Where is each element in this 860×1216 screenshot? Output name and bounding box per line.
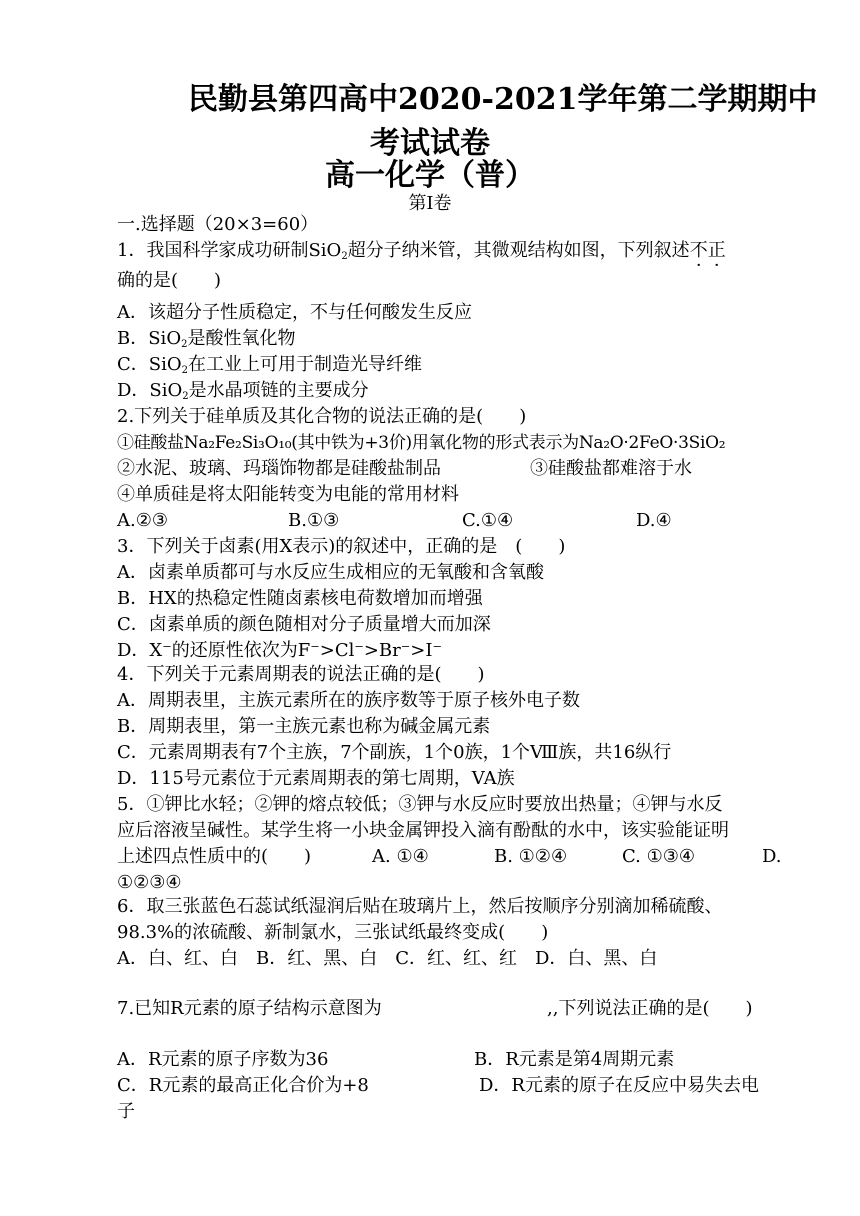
q2-statement-1: ①硅酸盐Na₂Fe₂Si₃O₁₀(其中铁为+3价)用氧化物的形式表示为Na₂O·2FeO·3SiO₂	[117, 433, 726, 453]
q5-option-a: A. ①④	[372, 846, 429, 867]
exam-title-line2: 考试试卷	[370, 126, 490, 161]
q1-stem-cont: 确的是( )	[117, 270, 222, 291]
section-heading: 一.选择题（20×3=60）	[117, 214, 319, 235]
q7-stem: 7.已知R元素的原子结构示意图为	[117, 998, 382, 1019]
q3-option-b: B．HX的热稳定性随卤素核电荷数增加而增强	[117, 588, 483, 609]
q5-line-2: 应后溶液呈碱性。某学生将一小块金属钾投入滴有酚酞的水中，该实验能证明	[117, 820, 729, 841]
q6-line-1: 6．取三张蓝色石蕊试纸湿润后贴在玻璃片上，然后按顺序分别滴加稀硫酸、	[117, 896, 723, 917]
q7-option-a: A．R元素的原子序数为36	[117, 1049, 329, 1070]
q3-option-a: A．卤素单质都可与水反应生成相应的无氧酸和含氧酸	[117, 562, 544, 583]
q7-option-b: B．R元素是第4周期元素	[474, 1049, 675, 1070]
exam-subject: 高一化学（普）	[325, 158, 535, 193]
q1-option-d: D．SiO$_2$是水晶项链的主要成分	[117, 380, 369, 402]
q1-option-b: B．SiO$_2$是酸性氧化物	[117, 328, 296, 350]
q7-option-d-cont: 子	[117, 1101, 135, 1122]
q6-line-2: 98.3%的浓硫酸、新制氯水，三张试纸最终变成( )	[117, 922, 549, 943]
q5-option-c: C. ①③④	[622, 846, 695, 867]
q4-stem: 4．下列关于元素周期表的说法正确的是( )	[117, 664, 485, 685]
q2-option-c: C.①④	[462, 510, 514, 531]
q3-stem: 3．下列关于卤素(用X表示)的叙述中，正确的是 ( )	[117, 536, 566, 557]
q6-options: A．白、红、白 B．红、黑、白 C．红、红、红 D．白、黑、白	[117, 948, 658, 969]
emphasis-dot: 不	[689, 240, 708, 261]
q4-option-a: A．周期表里，主族元素所在的族序数等于原子核外电子数	[117, 690, 580, 711]
q1-option-a: A．该超分子性质稳定，不与任何酸发生反应	[117, 302, 472, 323]
q3-option-c: C．卤素单质的颜色随相对分子质量增大而加深	[117, 614, 491, 635]
q5-line-3: 上述四点性质中的( )	[117, 846, 312, 867]
q2-option-a: A.②③	[117, 510, 168, 531]
q4-option-b: B．周期表里，第一主族元素也称为碱金属元素	[117, 716, 491, 737]
emphasis-dot: 正	[707, 240, 726, 261]
q2-option-b: B.①③	[288, 510, 340, 531]
q1-option-c: C．SiO$_2$在工业上可用于制造光导纤维	[117, 354, 422, 376]
q2-statement-2: ②水泥、玻璃、玛瑙饰物都是硅酸盐制品	[117, 458, 441, 479]
q3-option-d: D．X⁻的还原性依次为F⁻>Cl⁻>Br⁻>I⁻	[117, 640, 442, 661]
q7-option-d: D．R元素的原子在反应中易失去电	[479, 1075, 759, 1096]
q5-option-b: B. ①②④	[494, 846, 568, 867]
q2-statement-4: ④单质硅是将太阳能转变为电能的常用材料	[117, 484, 459, 505]
q7-stem-cont: ,,下列说法正确的是( )	[547, 998, 753, 1019]
q4-option-c: C．元素周期表有7个主族，7个副族，1个0族，1个Ⅷ族，共16纵行	[117, 742, 672, 763]
q7-option-c: C．R元素的最高正化合价为+8	[117, 1075, 369, 1096]
q2-option-d: D.④	[636, 510, 672, 531]
exam-title-line1: 民勤县第四高中2020-2021学年第二学期期中	[188, 82, 818, 117]
q5-option-d: D.	[762, 846, 782, 867]
q2-statement-3: ③硅酸盐都难溶于水	[530, 458, 692, 479]
q5-option-d-cont: ①②③④	[117, 872, 182, 893]
exam-volume: 第Ⅰ卷	[408, 193, 452, 214]
q2-stem: 2.下列关于硅单质及其化合物的说法正确的是( )	[117, 406, 527, 427]
q1-stem: 1．我国科学家成功研制SiO$_2$超分子纳米管，其微观结构如图，下列叙述不正	[117, 240, 726, 262]
q5-line-1: 5．①钾比水轻；②钾的熔点较低；③钾与水反应时要放出热量；④钾与水反	[117, 794, 723, 815]
q4-option-d: D．115号元素位于元素周期表的第七周期，VA族	[117, 768, 515, 789]
